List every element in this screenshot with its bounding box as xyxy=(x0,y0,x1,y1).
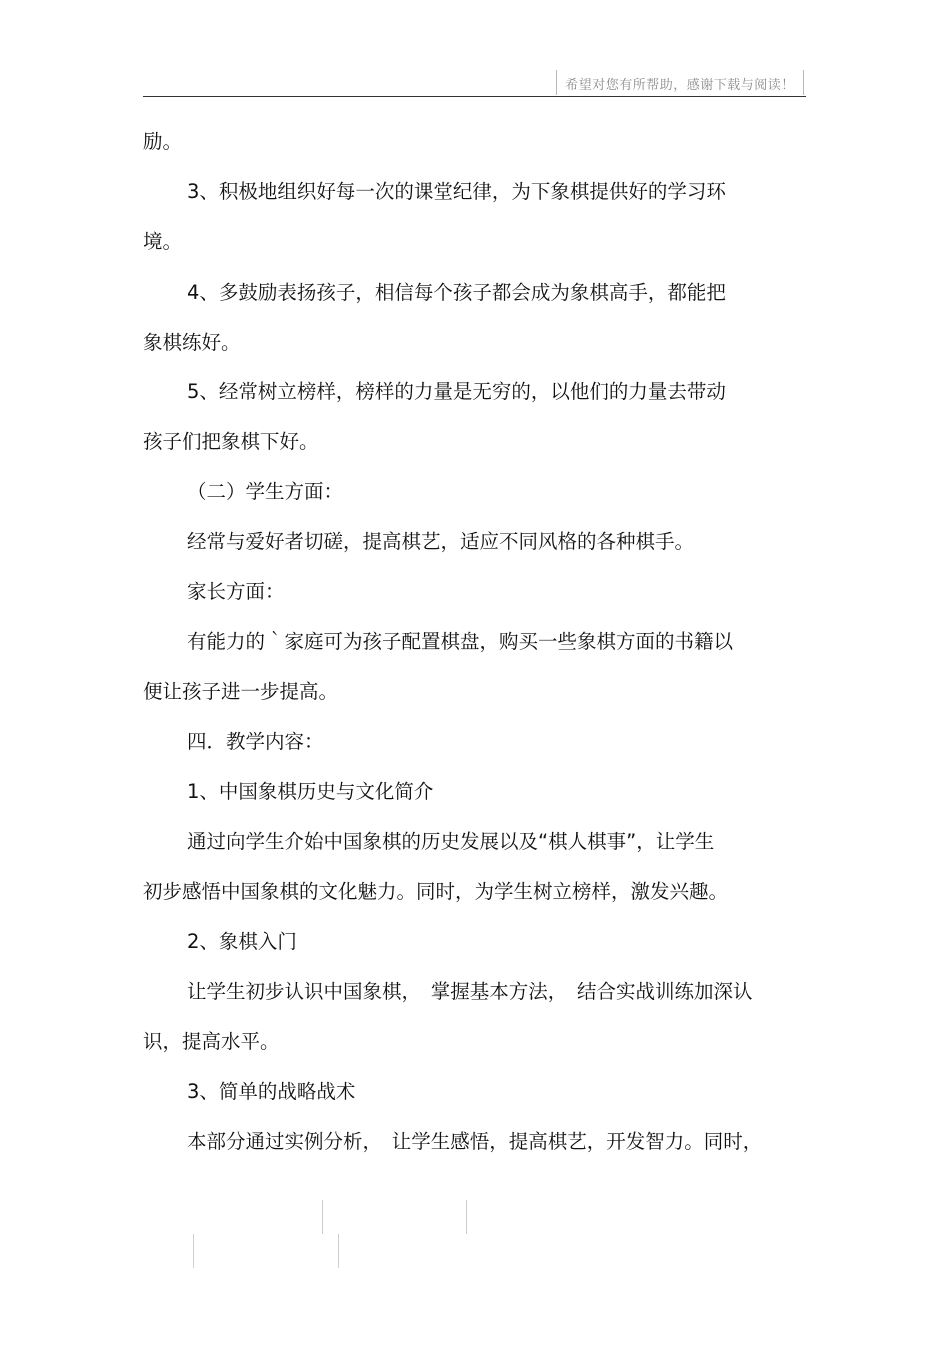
body-line: 通过向学生介始中国象棋的历史发展以及“棋人棋事”，让学生 xyxy=(187,830,715,853)
body-line: 有能力的｀家庭可为孩子配置棋盘，购买一些象棋方面的书籍以 xyxy=(187,630,734,653)
section-heading: 四．教学内容： xyxy=(187,730,324,753)
scan-mark xyxy=(322,1200,323,1234)
header-divider xyxy=(143,96,806,97)
section-heading: （二）学生方面： xyxy=(187,480,344,503)
body-line: 经常与爱好者切磋，提高棋艺，适应不同风格的各种棋手。 xyxy=(187,530,695,553)
body-line: 让学生初步认识中国象棋， 掌握基本方法， 结合实战训练加深认 xyxy=(187,980,753,1003)
body-line: 初步感悟中国象棋的文化魅力。同时，为学生树立榜样，激发兴趣。 xyxy=(143,880,729,903)
body-line: 境。 xyxy=(143,230,183,253)
body-line: 5、经常树立榜样，榜样的力量是无穷的，以他们的力量去带动 xyxy=(187,380,726,403)
body-line: 象棋练好。 xyxy=(143,331,241,354)
body-line: 4、多鼓励表扬孩子，相信每个孩子都会成为象棋高手，都能把 xyxy=(187,281,726,304)
scan-mark xyxy=(466,1200,467,1234)
list-heading: 2、象棋入门 xyxy=(187,930,297,953)
body-line: 本部分通过实例分析， 让学生感悟，提高棋艺，开发智力。同时， xyxy=(187,1130,763,1153)
body-line: 3、积极地组织好每一次的课堂纪律，为下象棋提供好的学习环 xyxy=(187,180,726,203)
scan-mark xyxy=(338,1234,339,1268)
section-heading: 家长方面： xyxy=(187,580,285,603)
list-heading: 3、简单的战略战术 xyxy=(187,1080,356,1103)
header-text: 希望对您有所帮助，感谢下载与阅读！ xyxy=(565,78,795,93)
body-line: 孩子们把象棋下好。 xyxy=(143,430,319,453)
page-header xyxy=(556,70,804,95)
body-line: 励。 xyxy=(143,130,183,153)
body-line: 便让孩子进一步提高。 xyxy=(143,680,339,703)
scan-mark xyxy=(193,1234,194,1268)
body-line: 识，提高水平。 xyxy=(143,1030,280,1053)
list-heading: 1、中国象棋历史与文化简介 xyxy=(187,780,434,803)
